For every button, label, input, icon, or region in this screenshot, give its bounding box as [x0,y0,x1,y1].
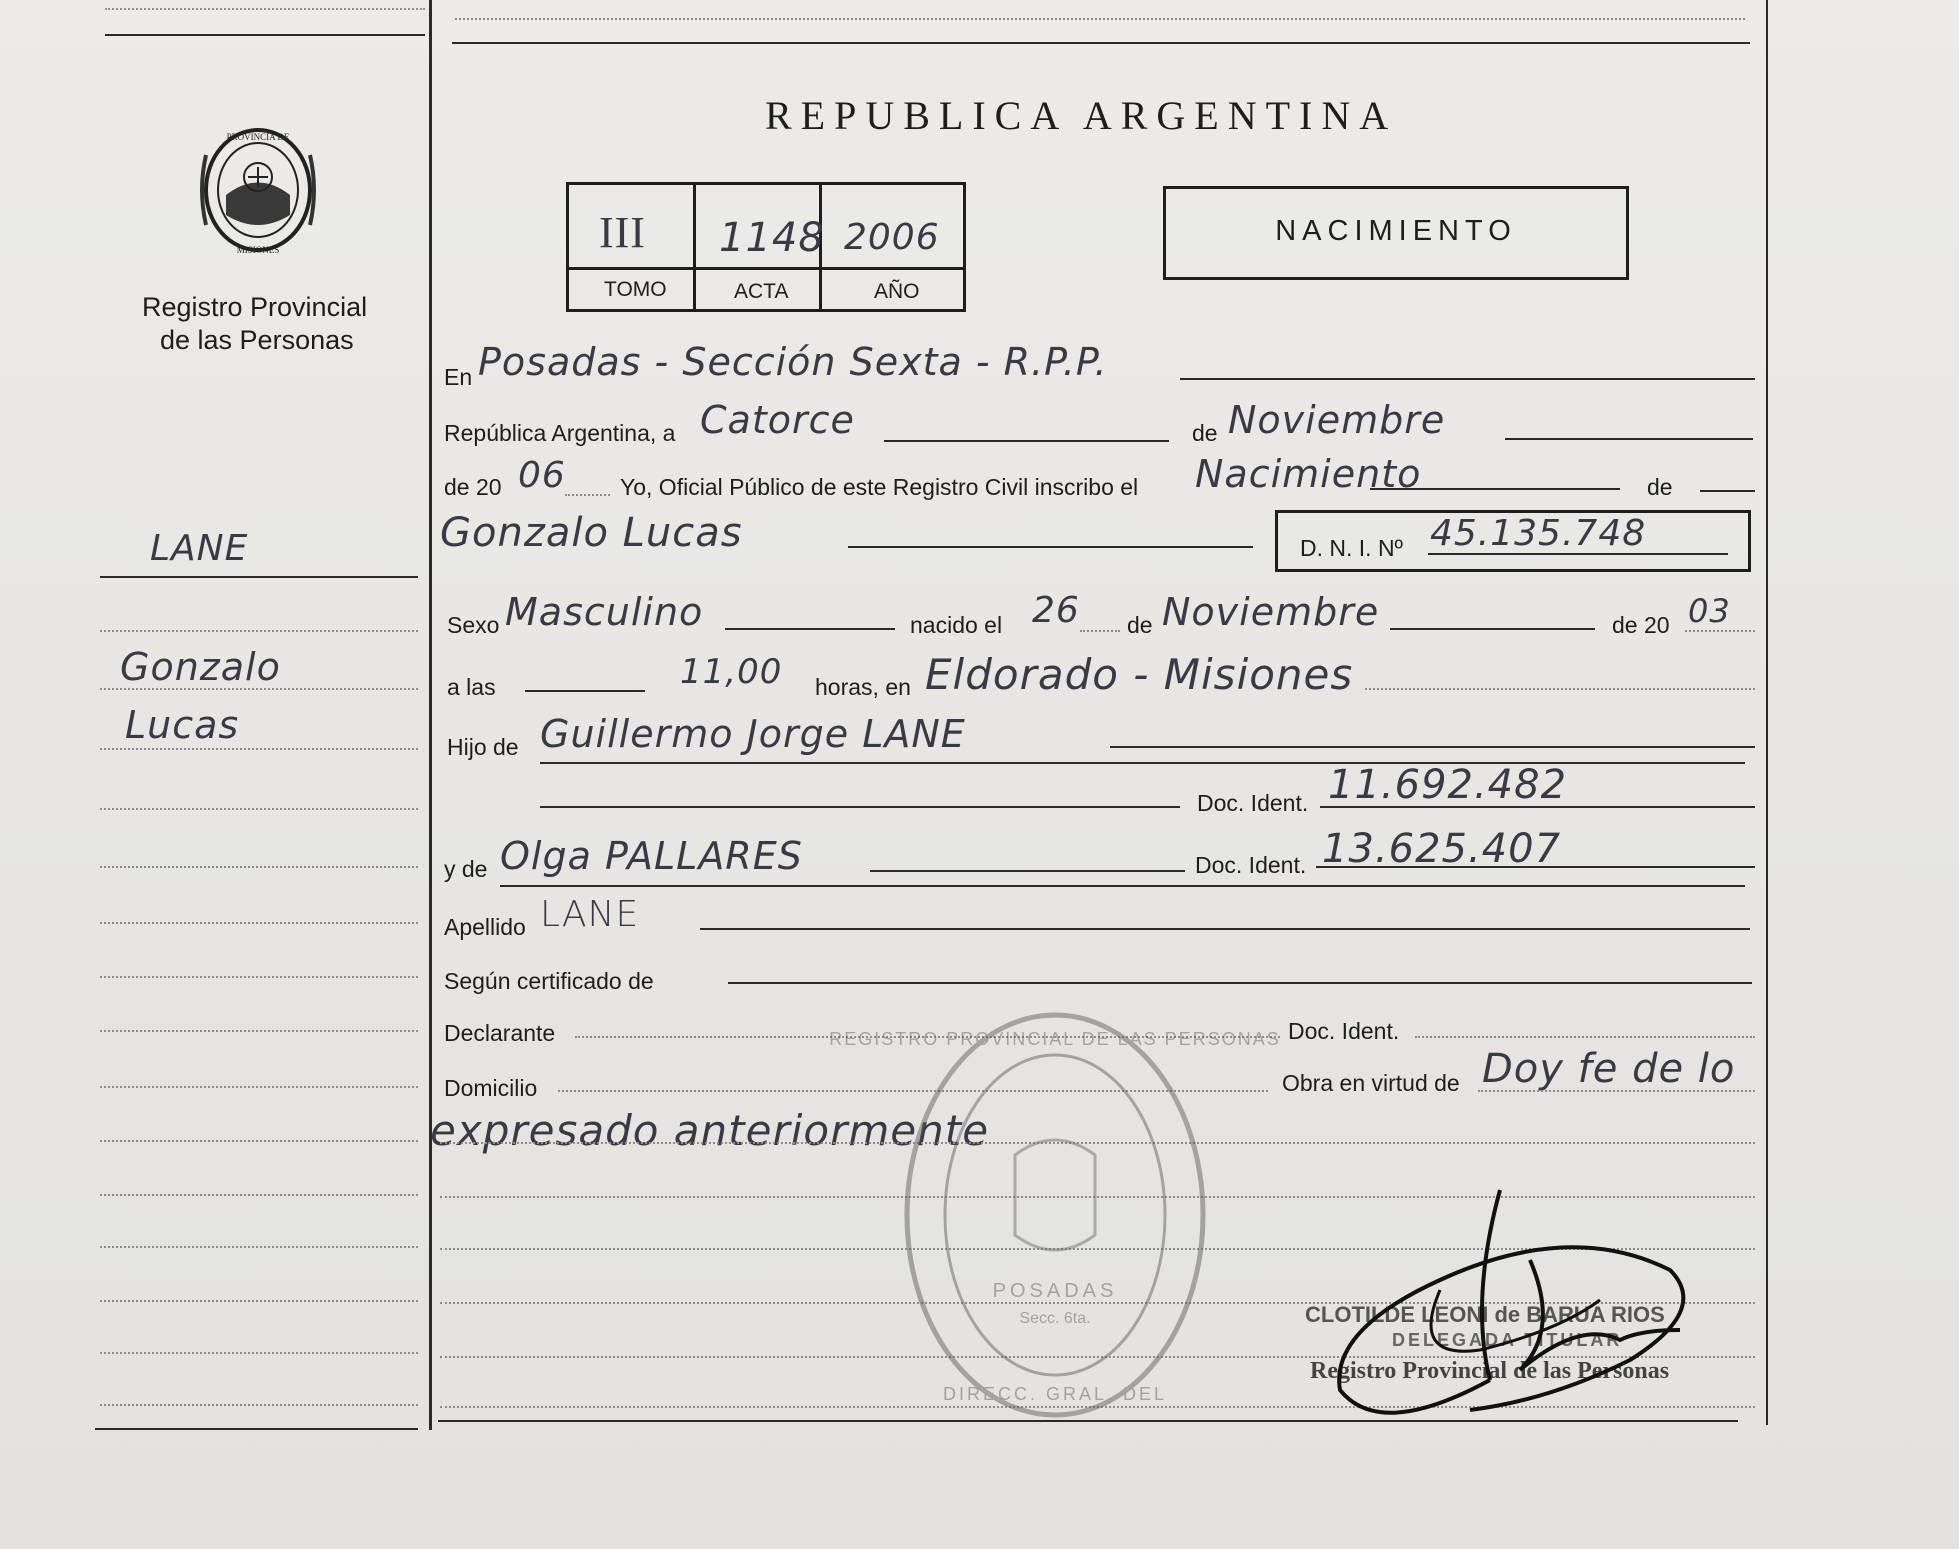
margin-line [100,866,418,868]
alas-label: a las [447,674,496,700]
father-doc: 11.692.482 [1328,762,1568,808]
rule [540,806,1180,808]
doc-ident-label: Doc. Ident. [1288,1018,1400,1044]
de-label: de [1192,420,1218,446]
father-name: Guillermo Jorge LANE [540,712,966,756]
apellido-label: Apellido [444,914,526,940]
doc-ident-label: Doc. Ident. [1195,852,1307,878]
dotted-rule [1080,630,1120,632]
margin-line [100,1194,418,1196]
rule [848,546,1253,548]
margin-line [100,688,418,690]
margin-line [100,1352,418,1354]
left-column-divider [429,0,432,1430]
rule [1390,628,1595,630]
registry-name-line1: Registro Provincial [142,292,368,322]
de-label: de [1127,612,1153,638]
stamp-sub-text: Secc. 6ta. [1019,1310,1091,1327]
sexo-label: Sexo [447,612,500,638]
de-label: de [1647,474,1673,500]
rule [870,870,1185,872]
svg-text:PROVINCIA DE: PROVINCIA DE [226,132,290,142]
person-given-names: Gonzalo Lucas [440,510,743,556]
event-value: Nacimiento [1195,452,1422,496]
dotted-rule [1478,1090,1755,1092]
place-of-registration: Posadas - Sección Sexta - R.P.P. [478,340,1108,384]
margin-line [100,1404,418,1406]
rule [1428,553,1728,555]
right-border [1766,0,1768,1425]
margin-line [100,748,418,750]
margin-line [100,1246,418,1248]
rule [725,628,895,630]
rule [1180,378,1755,380]
margin-line [100,976,418,978]
signatory-org: Registro Provincial de las Personas [1310,1358,1670,1384]
margin-surname: LANE [150,528,249,569]
svg-text:MISIONES: MISIONES [236,245,280,255]
stamp-bottom-text: DIRECC. GRAL. DEL [942,1384,1168,1404]
margin-line [100,1140,418,1142]
record-type: NACIMIENTO [1275,215,1517,247]
anio-value: 2006 [844,217,940,258]
nacido-label: nacido el [910,612,1003,638]
country-title: REPUBLICA ARGENTINA [765,93,1398,138]
yde-label: y de [444,856,488,882]
margin-given-name-1: Gonzalo [120,645,281,689]
republica-label: República Argentina, a [444,420,676,446]
birth-place: Eldorado - Misiones [925,650,1354,699]
margin-surname-rule [100,576,418,578]
obra-continuation: expresado anteriormente [430,1106,990,1155]
inscribe-label: Yo, Oficial Público de este Registro Civil inscribo el [620,474,1139,500]
birth-month: Noviembre [1162,590,1380,634]
province-crest-logo [188,115,328,265]
dni-value: 45.135.748 [1430,513,1647,554]
dotted-rule [1365,688,1755,690]
mother-doc: 13.625.407 [1322,826,1562,872]
rule [525,690,645,692]
birth-year: 03 [1688,592,1731,630]
dotted-rule [565,494,610,496]
official-stamp [829,1005,1281,1425]
margin-given-name-2: Lucas [125,703,240,747]
segun-label: Según certificado de [444,968,654,994]
margin-line [100,630,418,632]
margin-bottom-rule [95,1428,418,1430]
rule [884,440,1169,442]
margin-line [100,808,418,810]
rule [1110,746,1755,748]
acta-value: 1148 [719,215,825,261]
dni-box [1275,510,1751,572]
hijo-label: Hijo de [447,734,519,760]
dni-label: D. N. I. Nº [1300,535,1403,561]
margin-line [100,1086,418,1088]
top-rule-left [105,34,425,36]
tomo-label: TOMO [604,278,667,301]
rule [500,885,1745,887]
horas-label: horas, en [815,674,911,700]
rule [1316,866,1755,868]
stamp-top-text: REGISTRO PROVINCIAL DE LAS PERSONAS [829,1029,1281,1049]
birth-hour: 11,00 [680,652,783,692]
rule [1505,438,1753,440]
tomo-value: III [599,208,646,257]
handwritten-signature [1320,1180,1720,1420]
top-rule-right [452,42,1750,44]
doc-ident-label: Doc. Ident. [1197,790,1309,816]
surname-value: LANE [540,894,640,935]
year-value: 06 [518,455,566,496]
rule [728,982,1752,984]
mother-name: Olga PALLARES [500,834,803,878]
table-divider [693,185,696,309]
obra-label: Obra en virtud de [1282,1070,1460,1096]
acta-label: ACTA [734,280,789,303]
top-dotted-line-left [105,8,425,10]
declarante-label: Declarante [444,1020,556,1046]
en-label: En [444,364,473,390]
margin-line [100,1030,418,1032]
day-value: Catorce [700,398,855,442]
top-dotted-line-right [455,18,1745,20]
table-row-divider [569,267,963,270]
de-20-label: de 20 [444,474,502,500]
rule [700,928,1750,930]
registry-name-line2: de las Personas [160,325,354,355]
signatory-name: CLOTILDE LEONI de BARUA RIOS [1305,1302,1665,1327]
rule [1320,806,1755,808]
rule [1370,488,1620,490]
margin-line [100,1300,418,1302]
birth-day: 26 [1032,590,1080,631]
signatory-title: DELEGADA TITULAR [1392,1330,1623,1350]
anio-label: AÑO [874,280,920,303]
sex-value: Masculino [505,590,704,634]
dotted-rule [1415,1036,1755,1038]
domicilio-label: Domicilio [444,1075,538,1101]
de-20-label: de 20 [1612,612,1670,638]
record-type-box [1163,186,1629,280]
dotted-rule [1685,630,1755,632]
record-id-table [566,182,966,312]
stamp-center-text: POSADAS [992,1280,1118,1302]
month-value: Noviembre [1228,398,1446,442]
obra-value: Doy fe de lo [1482,1046,1736,1092]
rule [1700,490,1755,492]
margin-line [100,922,418,924]
